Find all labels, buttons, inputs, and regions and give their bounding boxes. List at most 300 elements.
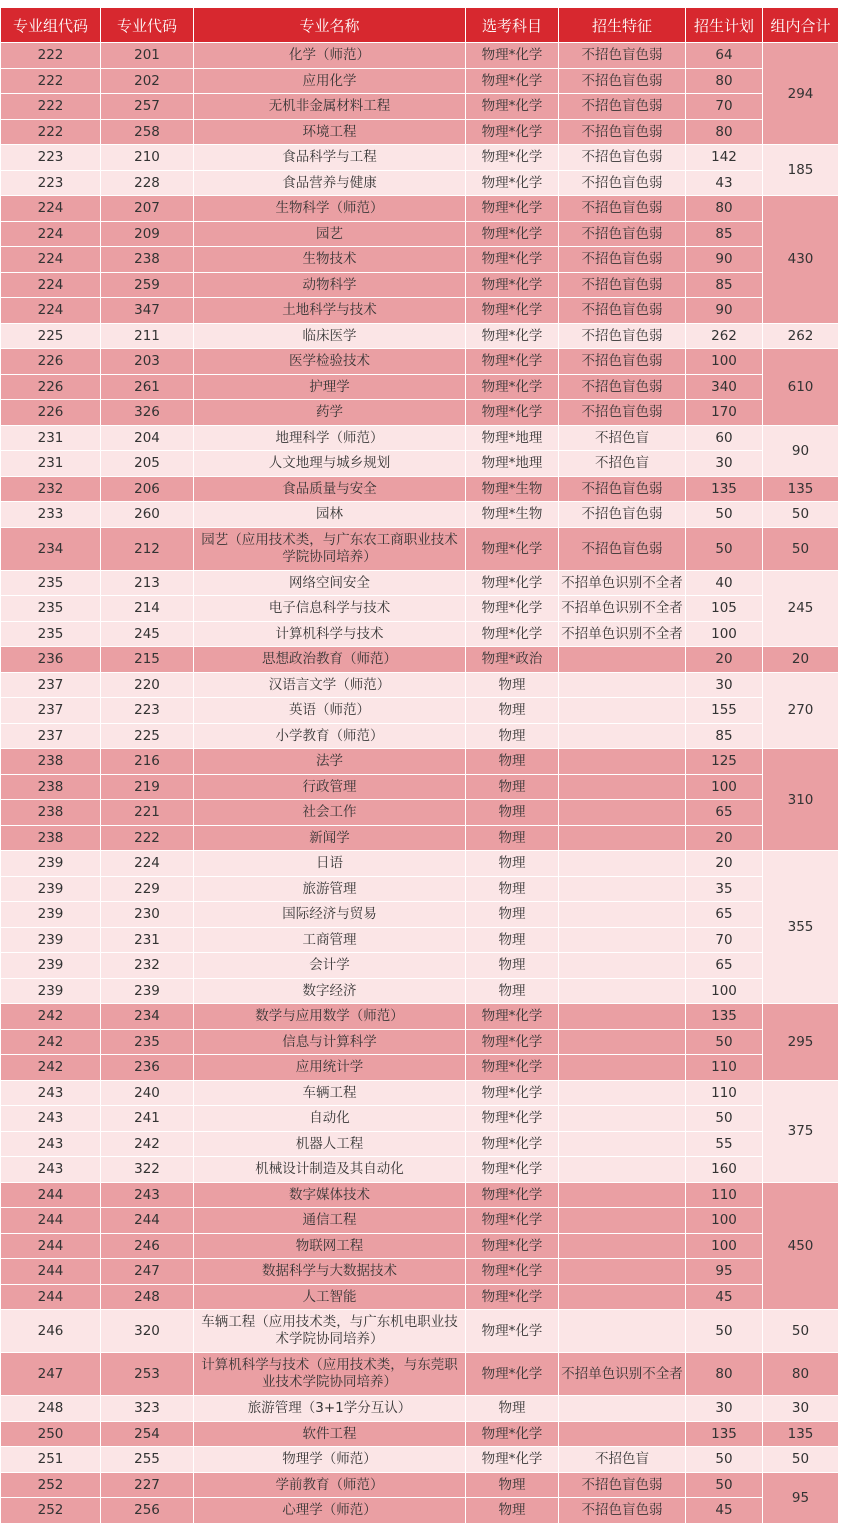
feature-cell: 不招色盲色弱 — [559, 94, 686, 120]
feature-cell: 不招色盲色弱 — [559, 374, 686, 400]
plan-cell: 85 — [686, 723, 763, 749]
table-row — [1, 1029, 839, 1055]
major-code-cell: 254 — [101, 1421, 194, 1447]
feature-cell: 不招色盲色弱 — [559, 298, 686, 324]
major-code-cell: 241 — [101, 1106, 194, 1132]
feature-cell — [559, 800, 686, 826]
major-code-cell: 255 — [101, 1447, 194, 1473]
table-row — [1, 800, 839, 826]
table-row — [1, 323, 839, 349]
major-name-cell: 数据科学与大数据技术 — [194, 1259, 466, 1285]
group-code-cell: 239 — [1, 927, 101, 953]
table-row — [1, 876, 839, 902]
plan-cell: 142 — [686, 145, 763, 171]
feature-cell — [559, 927, 686, 953]
subjects-cell: 物理*化学 — [466, 1029, 559, 1055]
major-code-cell: 220 — [101, 672, 194, 698]
group-total-cell: 20 — [763, 647, 839, 673]
table-row — [1, 1396, 839, 1422]
subjects-cell: 物理*化学 — [466, 1080, 559, 1106]
table-row — [1, 698, 839, 724]
feature-cell — [559, 1182, 686, 1208]
major-name-cell: 心理学（师范） — [194, 1498, 466, 1524]
group-code-cell: 248 — [1, 1396, 101, 1422]
feature-cell: 不招色盲色弱 — [559, 170, 686, 196]
subjects-cell: 物理*化学 — [466, 1157, 559, 1183]
subjects-cell: 物理*化学 — [466, 247, 559, 273]
table-row — [1, 451, 839, 477]
plan-cell: 65 — [686, 800, 763, 826]
major-code-cell: 260 — [101, 502, 194, 528]
table-row — [1, 902, 839, 928]
plan-cell: 80 — [686, 1353, 763, 1396]
major-code-cell: 206 — [101, 476, 194, 502]
major-name-cell: 信息与计算科学 — [194, 1029, 466, 1055]
feature-cell: 不招色盲 — [559, 425, 686, 451]
major-name-cell: 会计学 — [194, 953, 466, 979]
feature-cell: 不招色盲色弱 — [559, 272, 686, 298]
feature-cell — [559, 825, 686, 851]
feature-cell: 不招色盲色弱 — [559, 323, 686, 349]
group-code-cell: 238 — [1, 800, 101, 826]
major-code-cell: 231 — [101, 927, 194, 953]
group-code-cell: 222 — [1, 68, 101, 94]
group-code-cell: 242 — [1, 1029, 101, 1055]
subjects-cell: 物理*化学 — [466, 570, 559, 596]
plan-cell: 80 — [686, 196, 763, 222]
subjects-cell: 物理 — [466, 1396, 559, 1422]
subjects-cell: 物理*化学 — [466, 1447, 559, 1473]
subjects-cell: 物理 — [466, 902, 559, 928]
table-row — [1, 1259, 839, 1285]
plan-cell: 95 — [686, 1259, 763, 1285]
major-name-cell: 自动化 — [194, 1106, 466, 1132]
major-code-cell: 202 — [101, 68, 194, 94]
table-row — [1, 927, 839, 953]
header-major-name: 专业名称 — [194, 8, 466, 43]
major-code-cell: 347 — [101, 298, 194, 324]
feature-cell — [559, 1259, 686, 1285]
feature-cell: 不招单色识别不全者 — [559, 1353, 686, 1396]
major-code-cell: 210 — [101, 145, 194, 171]
feature-cell — [559, 1284, 686, 1310]
major-code-cell: 223 — [101, 698, 194, 724]
major-name-cell: 软件工程 — [194, 1421, 466, 1447]
group-code-cell: 237 — [1, 672, 101, 698]
plan-cell: 50 — [686, 1472, 763, 1498]
group-code-cell: 224 — [1, 272, 101, 298]
table-row — [1, 119, 839, 145]
table-row — [1, 596, 839, 622]
subjects-cell: 物理 — [466, 1472, 559, 1498]
group-code-cell: 239 — [1, 978, 101, 1004]
group-total-cell: 262 — [763, 323, 839, 349]
plan-cell: 90 — [686, 298, 763, 324]
group-code-cell: 252 — [1, 1472, 101, 1498]
major-name-cell: 行政管理 — [194, 774, 466, 800]
plan-cell: 35 — [686, 876, 763, 902]
feature-cell: 不招单色识别不全者 — [559, 621, 686, 647]
major-name-cell: 园艺 — [194, 221, 466, 247]
header-plan: 招生计划 — [686, 8, 763, 43]
group-code-cell: 244 — [1, 1259, 101, 1285]
table-row — [1, 570, 839, 596]
feature-cell: 不招色盲色弱 — [559, 1498, 686, 1524]
major-name-cell: 环境工程 — [194, 119, 466, 145]
major-name-cell: 数字媒体技术 — [194, 1182, 466, 1208]
subjects-cell: 物理*化学 — [466, 1353, 559, 1396]
major-name-cell: 药学 — [194, 400, 466, 426]
feature-cell: 不招色盲色弱 — [559, 502, 686, 528]
subjects-cell: 物理 — [466, 978, 559, 1004]
feature-cell — [559, 647, 686, 673]
group-code-cell: 223 — [1, 145, 101, 171]
group-code-cell: 236 — [1, 647, 101, 673]
group-total-cell: 50 — [763, 502, 839, 528]
subjects-cell: 物理 — [466, 749, 559, 775]
major-code-cell: 211 — [101, 323, 194, 349]
plan-cell: 20 — [686, 825, 763, 851]
subjects-cell: 物理*化学 — [466, 1182, 559, 1208]
group-code-cell: 224 — [1, 298, 101, 324]
major-name-cell: 通信工程 — [194, 1208, 466, 1234]
major-name-cell: 社会工作 — [194, 800, 466, 826]
plan-cell: 70 — [686, 927, 763, 953]
major-code-cell: 244 — [101, 1208, 194, 1234]
plan-cell: 50 — [686, 1447, 763, 1473]
subjects-cell: 物理 — [466, 927, 559, 953]
group-code-cell: 235 — [1, 621, 101, 647]
major-code-cell: 240 — [101, 1080, 194, 1106]
table-row — [1, 647, 839, 673]
subjects-cell: 物理*化学 — [466, 1284, 559, 1310]
subjects-cell: 物理*政治 — [466, 647, 559, 673]
plan-cell: 100 — [686, 774, 763, 800]
feature-cell — [559, 1233, 686, 1259]
subjects-cell: 物理*化学 — [466, 68, 559, 94]
subjects-cell: 物理*化学 — [466, 1310, 559, 1353]
major-code-cell: 253 — [101, 1353, 194, 1396]
feature-cell — [559, 876, 686, 902]
group-total-cell: 30 — [763, 1396, 839, 1422]
feature-cell — [559, 698, 686, 724]
subjects-cell: 物理*化学 — [466, 596, 559, 622]
subjects-cell: 物理 — [466, 851, 559, 877]
major-code-cell: 235 — [101, 1029, 194, 1055]
plan-cell: 50 — [686, 502, 763, 528]
subjects-cell: 物理*化学 — [466, 94, 559, 120]
plan-cell: 50 — [686, 1106, 763, 1132]
group-code-cell: 237 — [1, 698, 101, 724]
group-code-cell: 242 — [1, 1004, 101, 1030]
feature-cell — [559, 1029, 686, 1055]
major-name-cell: 生物科学（师范） — [194, 196, 466, 222]
plan-cell: 20 — [686, 647, 763, 673]
major-code-cell: 212 — [101, 527, 194, 570]
plan-cell: 170 — [686, 400, 763, 426]
table-body — [1, 43, 839, 1524]
feature-cell: 不招色盲色弱 — [559, 145, 686, 171]
subjects-cell: 物理*化学 — [466, 349, 559, 375]
subjects-cell: 物理*化学 — [466, 43, 559, 69]
major-code-cell: 259 — [101, 272, 194, 298]
major-code-cell: 242 — [101, 1131, 194, 1157]
group-code-cell: 232 — [1, 476, 101, 502]
plan-cell: 110 — [686, 1055, 763, 1081]
group-total-cell: 375 — [763, 1080, 839, 1182]
subjects-cell: 物理*化学 — [466, 196, 559, 222]
major-name-cell: 工商管理 — [194, 927, 466, 953]
group-code-cell: 243 — [1, 1157, 101, 1183]
plan-cell: 85 — [686, 272, 763, 298]
major-name-cell: 地理科学（师范） — [194, 425, 466, 451]
major-name-cell: 数学与应用数学（师范） — [194, 1004, 466, 1030]
feature-cell — [559, 1106, 686, 1132]
subjects-cell: 物理*化学 — [466, 400, 559, 426]
group-code-cell: 238 — [1, 825, 101, 851]
plan-cell: 64 — [686, 43, 763, 69]
feature-cell: 不招色盲色弱 — [559, 196, 686, 222]
feature-cell — [559, 1055, 686, 1081]
subjects-cell: 物理*化学 — [466, 374, 559, 400]
group-code-cell: 235 — [1, 570, 101, 596]
major-name-cell: 机械设计制造及其自动化 — [194, 1157, 466, 1183]
table-row — [1, 1080, 839, 1106]
major-name-cell: 车辆工程（应用技术类，与广东机电职业技术学院协同培养） — [194, 1310, 466, 1353]
plan-cell: 43 — [686, 170, 763, 196]
group-code-cell: 243 — [1, 1080, 101, 1106]
major-code-cell: 261 — [101, 374, 194, 400]
table-header-row — [1, 8, 839, 43]
subjects-cell: 物理*化学 — [466, 1233, 559, 1259]
major-code-cell: 230 — [101, 902, 194, 928]
subjects-cell: 物理*化学 — [466, 1259, 559, 1285]
subjects-cell: 物理*化学 — [466, 1421, 559, 1447]
feature-cell: 不招色盲色弱 — [559, 400, 686, 426]
plan-cell: 20 — [686, 851, 763, 877]
group-code-cell: 239 — [1, 876, 101, 902]
table-row — [1, 825, 839, 851]
table-row — [1, 43, 839, 69]
table-row — [1, 1157, 839, 1183]
major-code-cell: 221 — [101, 800, 194, 826]
group-total-cell: 185 — [763, 145, 839, 196]
major-name-cell: 国际经济与贸易 — [194, 902, 466, 928]
table-row — [1, 672, 839, 698]
subjects-cell: 物理 — [466, 800, 559, 826]
table-row — [1, 272, 839, 298]
table-row — [1, 953, 839, 979]
table-row — [1, 1353, 839, 1396]
group-total-cell: 245 — [763, 570, 839, 647]
plan-cell: 40 — [686, 570, 763, 596]
major-name-cell: 数字经济 — [194, 978, 466, 1004]
table-row — [1, 749, 839, 775]
subjects-cell: 物理 — [466, 774, 559, 800]
header-feature: 招生特征 — [559, 8, 686, 43]
major-name-cell: 思想政治教育（师范） — [194, 647, 466, 673]
group-total-cell: 50 — [763, 1447, 839, 1473]
subjects-cell: 物理*化学 — [466, 272, 559, 298]
major-code-cell: 257 — [101, 94, 194, 120]
plan-cell: 262 — [686, 323, 763, 349]
major-name-cell: 无机非金属材料工程 — [194, 94, 466, 120]
group-total-cell: 450 — [763, 1182, 839, 1310]
major-code-cell: 326 — [101, 400, 194, 426]
plan-cell: 55 — [686, 1131, 763, 1157]
table-row — [1, 1131, 839, 1157]
plan-cell: 80 — [686, 119, 763, 145]
feature-cell — [559, 1421, 686, 1447]
major-name-cell: 汉语言文学（师范） — [194, 672, 466, 698]
major-name-cell: 电子信息科学与技术 — [194, 596, 466, 622]
feature-cell: 不招单色识别不全者 — [559, 596, 686, 622]
subjects-cell: 物理*生物 — [466, 502, 559, 528]
plan-cell: 100 — [686, 1233, 763, 1259]
subjects-cell: 物理*化学 — [466, 119, 559, 145]
group-total-cell: 80 — [763, 1353, 839, 1396]
table-row — [1, 1004, 839, 1030]
plan-cell: 85 — [686, 221, 763, 247]
table-row — [1, 374, 839, 400]
group-code-cell: 225 — [1, 323, 101, 349]
group-code-cell: 238 — [1, 774, 101, 800]
table-row — [1, 1447, 839, 1473]
table-row — [1, 68, 839, 94]
major-name-cell: 人文地理与城乡规划 — [194, 451, 466, 477]
group-code-cell: 244 — [1, 1233, 101, 1259]
major-code-cell: 229 — [101, 876, 194, 902]
major-code-cell: 228 — [101, 170, 194, 196]
feature-cell: 不招色盲 — [559, 1447, 686, 1473]
table-row — [1, 476, 839, 502]
plan-cell: 50 — [686, 1310, 763, 1353]
major-code-cell: 225 — [101, 723, 194, 749]
feature-cell — [559, 902, 686, 928]
plan-cell: 90 — [686, 247, 763, 273]
subjects-cell: 物理*化学 — [466, 621, 559, 647]
major-code-cell: 248 — [101, 1284, 194, 1310]
table-row — [1, 723, 839, 749]
feature-cell — [559, 1131, 686, 1157]
group-code-cell: 231 — [1, 425, 101, 451]
plan-cell: 105 — [686, 596, 763, 622]
group-total-cell: 294 — [763, 43, 839, 145]
feature-cell — [559, 749, 686, 775]
table-row — [1, 1472, 839, 1498]
major-code-cell: 258 — [101, 119, 194, 145]
major-name-cell: 英语（师范） — [194, 698, 466, 724]
enrollment-plan-table — [0, 7, 839, 1524]
header-group-code: 专业组代码 — [1, 8, 101, 43]
subjects-cell: 物理 — [466, 825, 559, 851]
major-code-cell: 246 — [101, 1233, 194, 1259]
group-total-cell: 135 — [763, 1421, 839, 1447]
major-code-cell: 224 — [101, 851, 194, 877]
group-total-cell: 95 — [763, 1472, 839, 1523]
major-name-cell: 园林 — [194, 502, 466, 528]
table-row — [1, 221, 839, 247]
subjects-cell: 物理 — [466, 953, 559, 979]
header-major-code: 专业代码 — [101, 8, 194, 43]
feature-cell: 不招色盲色弱 — [559, 43, 686, 69]
major-name-cell: 计算机科学与技术（应用技术类，与东莞职业技术学院协同培养） — [194, 1353, 466, 1396]
major-name-cell: 化学（师范） — [194, 43, 466, 69]
plan-cell: 100 — [686, 349, 763, 375]
subjects-cell: 物理*地理 — [466, 425, 559, 451]
major-name-cell: 小学教育（师范） — [194, 723, 466, 749]
table-row — [1, 349, 839, 375]
group-code-cell: 222 — [1, 43, 101, 69]
feature-cell — [559, 1157, 686, 1183]
major-code-cell: 256 — [101, 1498, 194, 1524]
group-code-cell: 250 — [1, 1421, 101, 1447]
feature-cell — [559, 978, 686, 1004]
group-total-cell: 50 — [763, 527, 839, 570]
major-name-cell: 土地科学与技术 — [194, 298, 466, 324]
group-total-cell: 310 — [763, 749, 839, 851]
group-code-cell: 224 — [1, 221, 101, 247]
major-code-cell: 320 — [101, 1310, 194, 1353]
subjects-cell: 物理 — [466, 698, 559, 724]
group-code-cell: 233 — [1, 502, 101, 528]
feature-cell — [559, 1396, 686, 1422]
major-name-cell: 旅游管理（3+1学分互认） — [194, 1396, 466, 1422]
subjects-cell: 物理*生物 — [466, 476, 559, 502]
plan-cell: 80 — [686, 68, 763, 94]
feature-cell: 不招色盲色弱 — [559, 119, 686, 145]
feature-cell — [559, 953, 686, 979]
group-code-cell: 239 — [1, 851, 101, 877]
feature-cell: 不招色盲色弱 — [559, 1472, 686, 1498]
plan-cell: 100 — [686, 1208, 763, 1234]
major-name-cell: 食品科学与工程 — [194, 145, 466, 171]
major-code-cell: 214 — [101, 596, 194, 622]
table-row — [1, 621, 839, 647]
table-row — [1, 1055, 839, 1081]
table-row — [1, 145, 839, 171]
subjects-cell: 物理*化学 — [466, 1004, 559, 1030]
plan-cell: 70 — [686, 94, 763, 120]
group-code-cell: 243 — [1, 1131, 101, 1157]
group-total-cell: 135 — [763, 476, 839, 502]
group-code-cell: 244 — [1, 1182, 101, 1208]
major-code-cell: 209 — [101, 221, 194, 247]
group-total-cell: 610 — [763, 349, 839, 426]
feature-cell: 不招色盲色弱 — [559, 476, 686, 502]
plan-cell: 65 — [686, 902, 763, 928]
plan-cell: 45 — [686, 1284, 763, 1310]
major-name-cell: 物联网工程 — [194, 1233, 466, 1259]
major-name-cell: 学前教育（师范） — [194, 1472, 466, 1498]
enrollment-table-wrapper — [0, 7, 845, 1524]
subjects-cell: 物理 — [466, 723, 559, 749]
plan-cell: 110 — [686, 1182, 763, 1208]
group-code-cell: 238 — [1, 749, 101, 775]
table-row — [1, 1310, 839, 1353]
major-name-cell: 园艺（应用技术类，与广东农工商职业技术学院协同培养） — [194, 527, 466, 570]
subjects-cell: 物理 — [466, 672, 559, 698]
table-row — [1, 774, 839, 800]
table-row — [1, 298, 839, 324]
group-code-cell: 251 — [1, 1447, 101, 1473]
subjects-cell: 物理*化学 — [466, 145, 559, 171]
subjects-cell: 物理*化学 — [466, 221, 559, 247]
feature-cell — [559, 1310, 686, 1353]
table-row — [1, 170, 839, 196]
group-code-cell: 237 — [1, 723, 101, 749]
plan-cell: 30 — [686, 1396, 763, 1422]
